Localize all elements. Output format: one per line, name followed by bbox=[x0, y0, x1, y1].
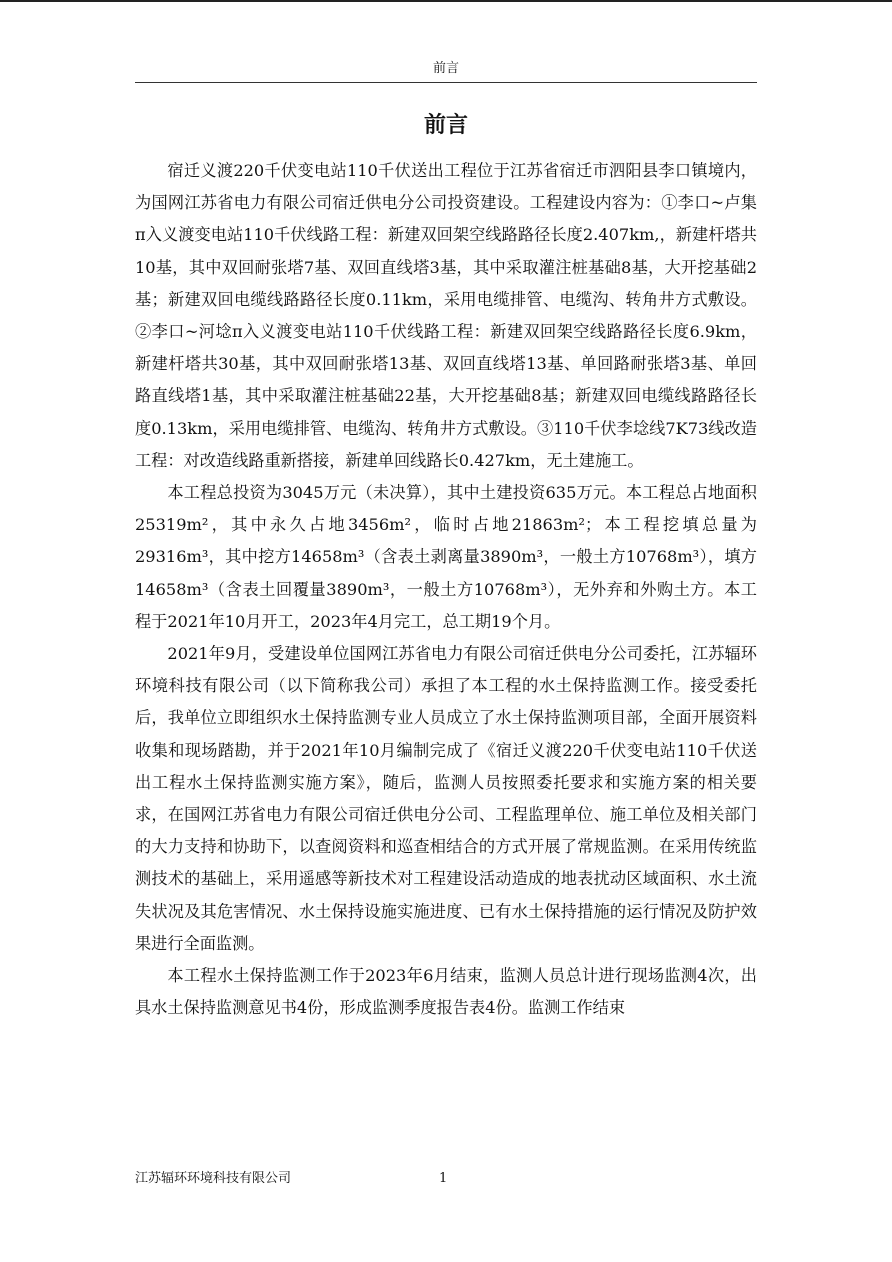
running-header bbox=[135, 58, 757, 83]
page-top-border bbox=[0, 0, 892, 2]
page-footer bbox=[135, 1168, 757, 1192]
page-title: 前言 bbox=[423, 112, 468, 138]
document-body bbox=[135, 155, 757, 1024]
page-number: 1 bbox=[439, 1171, 448, 1186]
paragraph-investment: 本工程总投资为3045万元（未决算），其中土建投资635万元。本工程总占地面积25319m²，其中永久占地3456m²，临时占地21863m²；本工程挖填总量为29316m³，其中挖方14658m³（含表土剥离量3890m³，一般土方10768m³），填方14658m³（含表土回覆量3890m³，一般土方10768m³），无外弃和外购土方。本工程于2021年10月开工，2023年4月完工，总工期19个月。 bbox=[135, 483, 757, 631]
paragraph-project-overview: 宿迁义渡220千伏变电站110千伏送出工程位于江苏省宿迁市泗阳县李口镇境内，为国网江苏省电力有限公司宿迁供电分公司投资建设。工程建设内容为：①李口~卢集π入义渡变电站110千伏线路工程：新建双回架空线路路径长度2.407km,，新建杆塔共10基，其中双回耐张塔7基、双回直线塔3基，其中采取灌注桩基础8基，大开挖基础2基；新建双回电缆线路路径长度0.11km，采用电缆排管、电缆沟、转角井方式敷设。②李口~河埝π入义渡变电站110千伏线路工程：新建双回架空线路路径长度6.9km，新建杆塔共30基，其中双回耐张塔13基、双回直线塔13基、单回路耐张塔3基、单回路直线塔1基，其中采取灌注桩基础22基，大开挖基础8基；新建双回电缆线路路径长度0.13km，采用电缆排管、电缆沟、转角井方式敷设。③110千伏李埝线7K73线改造工程：对改造线路重新搭接，新建单回线路长0.427km，无土建施工。 bbox=[135, 161, 757, 470]
paragraph-monitoring-conclusion: 本工程水土保持监测工作于2023年6月结束，监测人员总计进行现场监测4次，出具水土保持监测意见书4份，形成监测季度报告表4份。监测工作结束 bbox=[135, 966, 757, 1018]
running-header-text: 前言 bbox=[432, 61, 459, 76]
footer-company: 江苏辐环环境科技有限公司 bbox=[135, 1171, 292, 1186]
paragraph-monitoring-commission: 2021年9月，受建设单位国网江苏省电力有限公司宿迁供电分公司委托，江苏辐环环境科技有限公司（以下简称我公司）承担了本工程的水土保持监测工作。接受委托后，我单位立即组织水土保持监测专业人员成立了水土保持监测项目部，全面开展资料收集和现场踏勘，并于2021年10月编制完成了《宿迁义渡220千伏变电站110千伏送出工程水土保持监测实施方案》，随后，监测人员按照委托要求和实施方案的相关要求，在国网江苏省电力有限公司宿迁供电分公司、工程监理单位、施工单位及相关部门的大力支持和协助下，以查阅资料和巡查相结合的方式开展了常规监测。在采用传统监测技术的基础上，采用遥感等新技术对工程建设活动造成的地表扰动区域面积、水土流失状况及其危害情况、水土保持设施实施进度、已有水土保持措施的运行情况及防护效果进行全面监测。 bbox=[135, 644, 757, 953]
